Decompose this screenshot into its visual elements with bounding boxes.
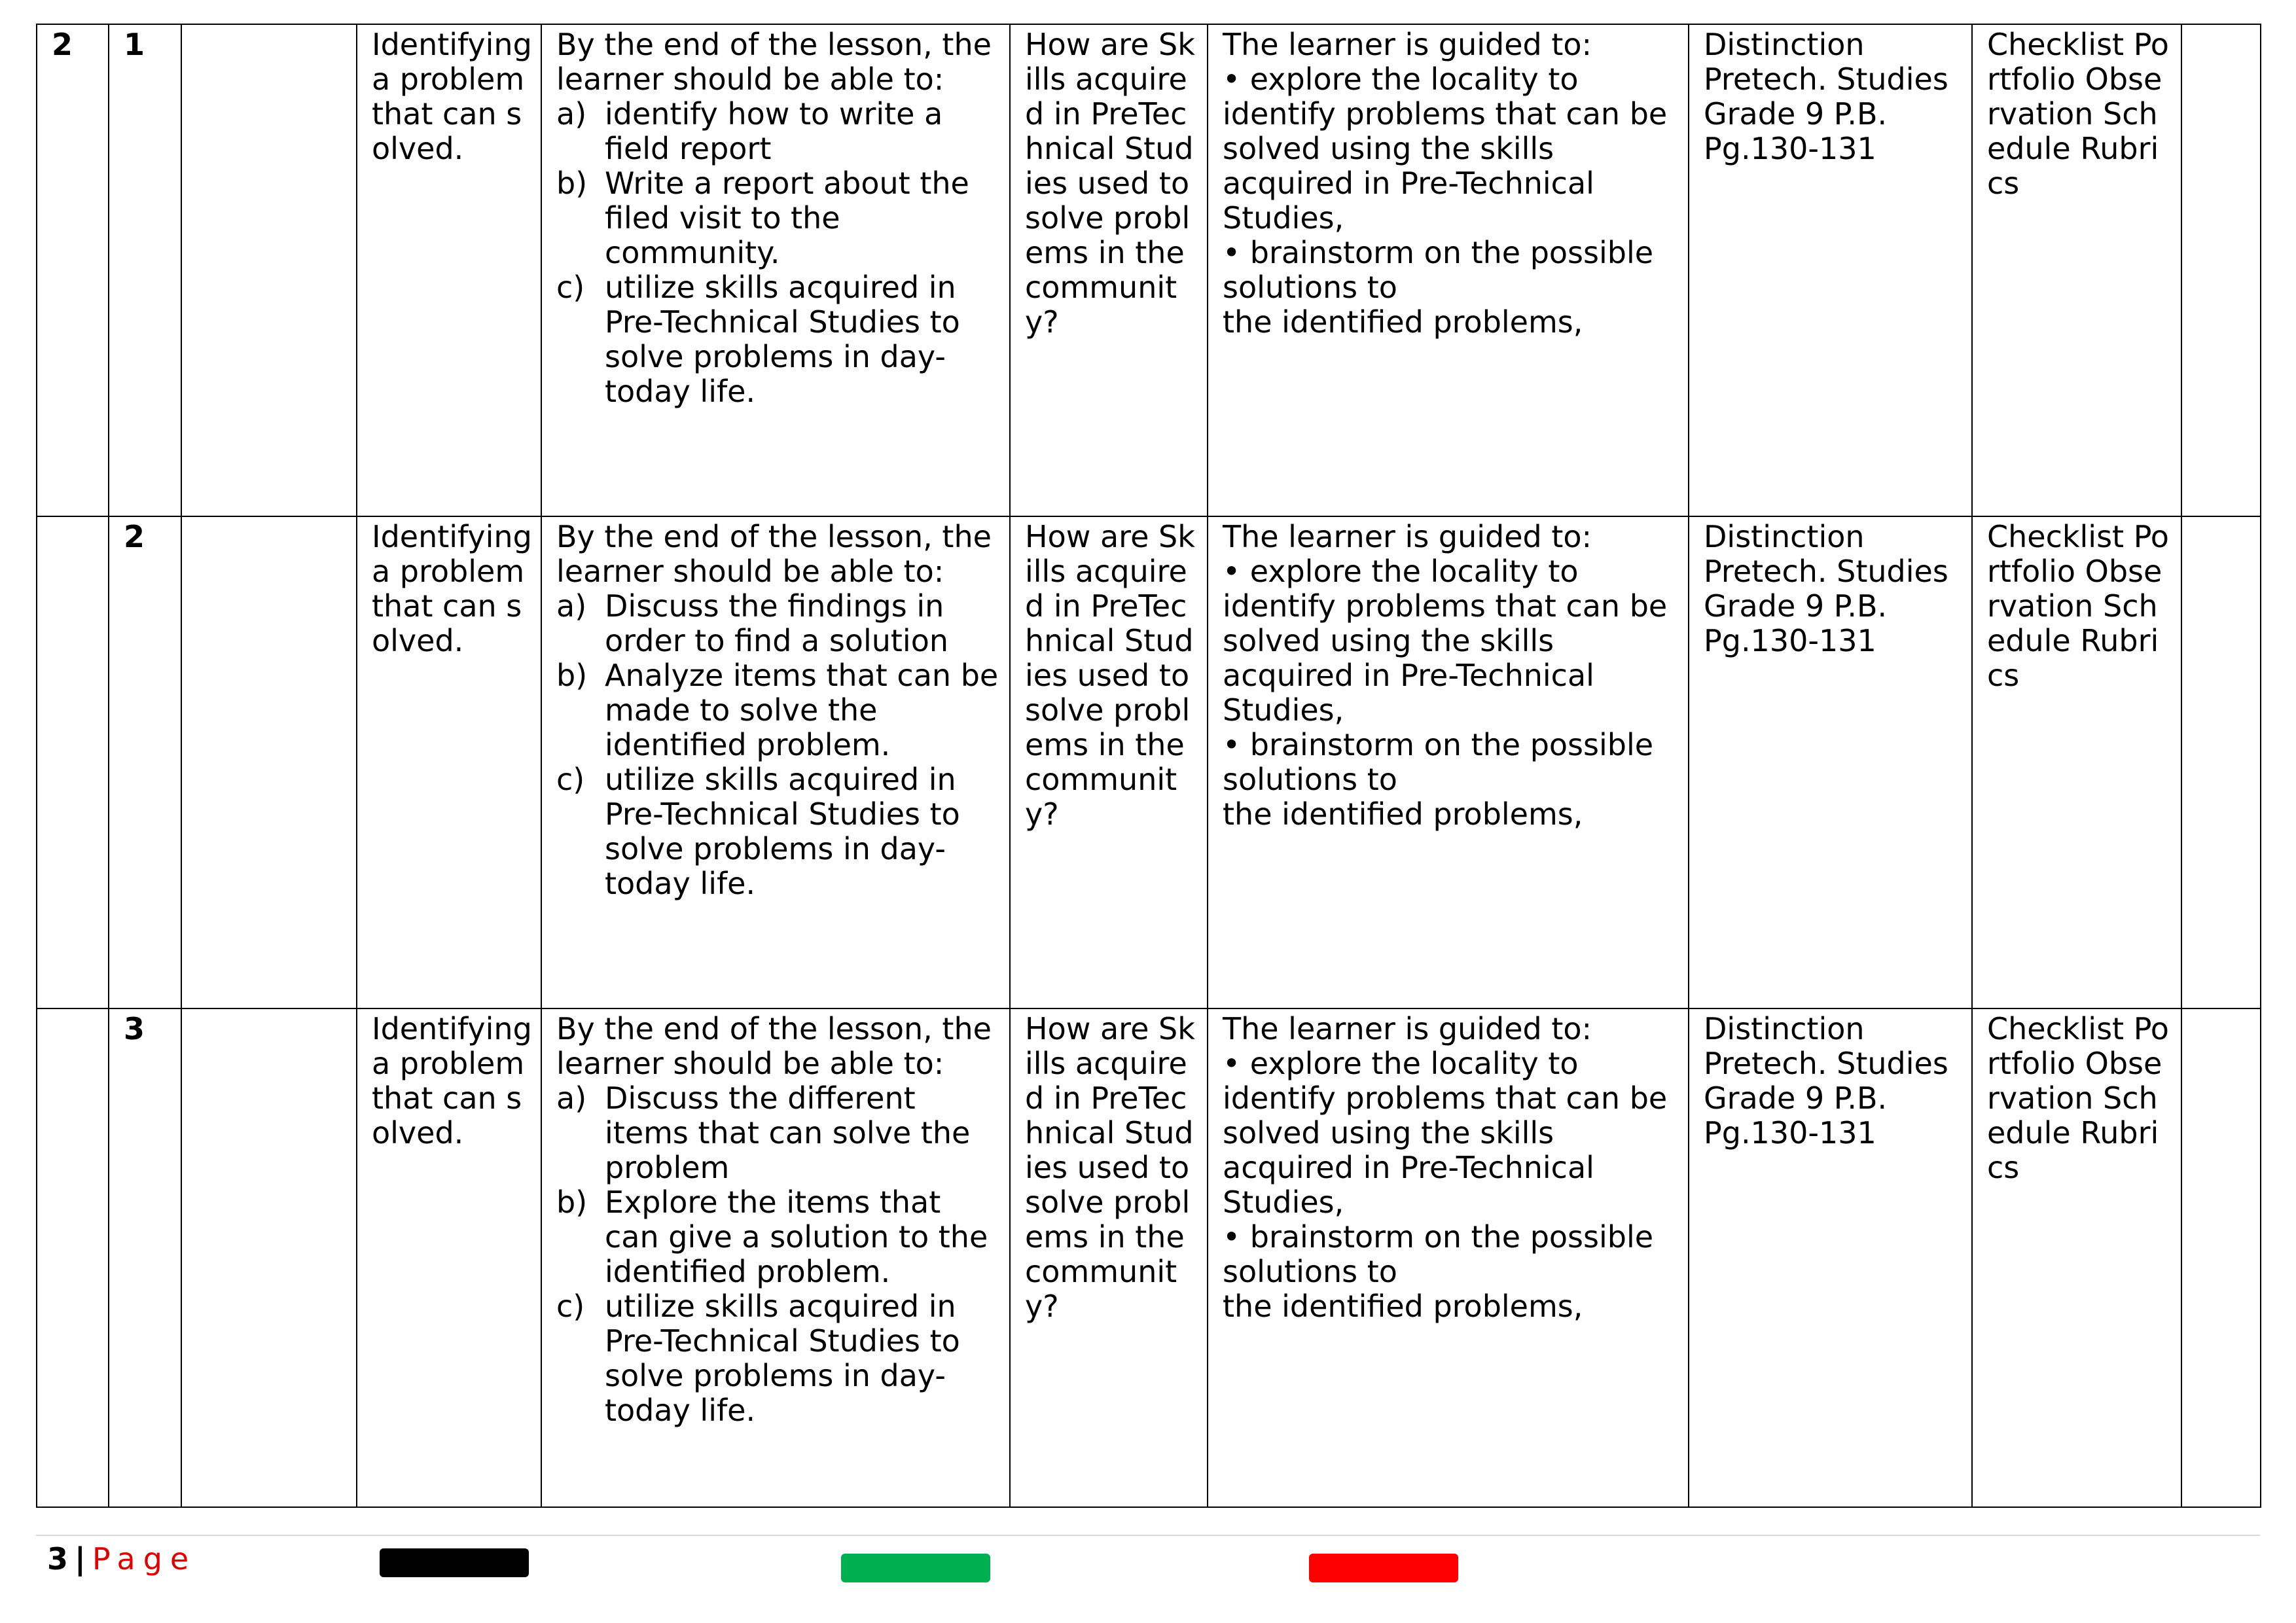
assessment-cell: Checklist Portfolio Observation Schedule Rubrics — [1972, 1008, 2181, 1507]
table-body — [37, 24, 2261, 1507]
outcomes-list — [556, 1081, 1003, 1428]
green-flag-bar — [841, 1554, 990, 1582]
page-footer — [47, 1539, 196, 1578]
black-flag-bar — [380, 1548, 529, 1577]
footer-divider — [36, 1535, 2260, 1536]
activity-line: • brainstorm on the possible solutions to — [1223, 727, 1654, 797]
activity-line: The learner is guided to: — [1223, 519, 1592, 554]
sub-strand-cell: Identifying a problem that can solved. — [357, 24, 541, 516]
outcome-text: Discuss the different items that can solve the problem — [605, 1080, 971, 1185]
activity-line: the identified problems, — [1223, 1289, 1583, 1324]
remarks-cell — [2181, 24, 2261, 516]
scheme-of-work-table — [36, 24, 2261, 1508]
key-inquiry-question-cell: How are Skills acquired in PreTechnical Studies used to solve problems in the community? — [1010, 516, 1208, 1008]
list-marker: b) — [556, 166, 588, 201]
list-marker: c) — [556, 762, 585, 797]
list-item — [556, 1185, 1003, 1289]
activity-line: • explore the locality to identify problems that can be solved using the skills acquired in Pre-Technical Studies, — [1223, 62, 1668, 236]
sub-strand-cell: Identifying a problem that can solved. — [357, 1008, 541, 1507]
outcome-text: identify how to write a field report — [605, 96, 943, 166]
learning-outcomes-cell — [541, 1008, 1010, 1507]
list-marker: c) — [556, 270, 585, 305]
outcomes-list — [556, 589, 1003, 901]
remarks-cell — [2181, 1008, 2261, 1507]
lesson-cell: 3 — [109, 1008, 181, 1507]
learning-experiences-cell — [1208, 1008, 1689, 1507]
resources-cell: Distinction Pretech. Studies Grade 9 P.B. Pg.130-131 — [1689, 1008, 1972, 1507]
activity-line: the identified problems, — [1223, 796, 1583, 832]
outcome-text: Analyze items that can be made to solve the identified problem. — [605, 658, 999, 762]
list-marker: b) — [556, 658, 588, 693]
page-number: 3 — [47, 1541, 69, 1577]
outcome-text: utilize skills acquired in Pre-Technical Studies to solve problems in day-today life. — [605, 762, 960, 901]
activity-line: the identified problems, — [1223, 304, 1583, 340]
table-row — [37, 1008, 2261, 1507]
activity-line: • explore the locality to identify problems that can be solved using the skills acquired in Pre-Technical Studies, — [1223, 1046, 1668, 1220]
list-item — [556, 1081, 1003, 1185]
outcomes-intro: By the end of the lesson, the learner should be able to: — [556, 27, 992, 97]
outcomes-intro: By the end of the lesson, the learner should be able to: — [556, 1011, 992, 1081]
strand-cell — [181, 1008, 357, 1507]
assessment-cell: Checklist Portfolio Observation Schedule Rubrics — [1972, 24, 2181, 516]
table-row — [37, 24, 2261, 516]
week-cell — [37, 1008, 109, 1507]
activity-line: • brainstorm on the possible solutions to — [1223, 1219, 1654, 1289]
list-item — [556, 658, 1003, 762]
remarks-cell — [2181, 516, 2261, 1008]
list-marker: b) — [556, 1185, 588, 1220]
key-inquiry-question-cell: How are Skills acquired in PreTechnical Studies used to solve problems in the community? — [1010, 1008, 1208, 1507]
page-label: Page — [92, 1541, 197, 1577]
key-inquiry-question-cell: How are Skills acquired in PreTechnical Studies used to solve problems in the community? — [1010, 24, 1208, 516]
list-marker: c) — [556, 1289, 585, 1324]
outcome-text: Write a report about the filed visit to the community. — [605, 166, 969, 270]
strand-cell — [181, 24, 357, 516]
outcome-text: utilize skills acquired in Pre-Technical Studies to solve problems in day-today life. — [605, 270, 960, 409]
list-item — [556, 589, 1003, 658]
outcome-text: Discuss the findings in order to find a solution — [605, 588, 949, 658]
list-item — [556, 166, 1003, 270]
strand-cell — [181, 516, 357, 1008]
resources-cell: Distinction Pretech. Studies Grade 9 P.B. Pg.130-131 — [1689, 516, 1972, 1008]
learning-experiences-cell — [1208, 24, 1689, 516]
list-item — [556, 97, 1003, 166]
activity-line: • brainstorm on the possible solutions to — [1223, 235, 1654, 305]
list-item — [556, 1289, 1003, 1428]
week-cell: 2 — [37, 24, 109, 516]
list-item — [556, 270, 1003, 409]
list-item — [556, 762, 1003, 901]
learning-experiences-cell — [1208, 516, 1689, 1008]
learning-outcomes-cell — [541, 24, 1010, 516]
week-cell — [37, 516, 109, 1008]
outcome-text: Explore the items that can give a solution to the identified problem. — [605, 1185, 988, 1289]
outcome-text: utilize skills acquired in Pre-Technical Studies to solve problems in day-today life. — [605, 1289, 960, 1428]
outcomes-list — [556, 97, 1003, 409]
sub-strand-cell: Identifying a problem that can solved. — [357, 516, 541, 1008]
page-separator: | — [75, 1541, 86, 1577]
activity-line: • explore the locality to identify problems that can be solved using the skills acquired in Pre-Technical Studies, — [1223, 554, 1668, 728]
resources-cell: Distinction Pretech. Studies Grade 9 P.B. Pg.130-131 — [1689, 24, 1972, 516]
activity-line: The learner is guided to: — [1223, 27, 1592, 62]
list-marker: a) — [556, 1080, 587, 1116]
lesson-cell: 2 — [109, 516, 181, 1008]
lesson-cell: 1 — [109, 24, 181, 516]
assessment-cell: Checklist Portfolio Observation Schedule Rubrics — [1972, 516, 2181, 1008]
learning-outcomes-cell — [541, 516, 1010, 1008]
list-marker: a) — [556, 588, 587, 624]
activity-line: The learner is guided to: — [1223, 1011, 1592, 1046]
list-marker: a) — [556, 96, 587, 132]
table-row — [37, 516, 2261, 1008]
red-flag-bar — [1309, 1554, 1458, 1582]
outcomes-intro: By the end of the lesson, the learner should be able to: — [556, 519, 992, 589]
